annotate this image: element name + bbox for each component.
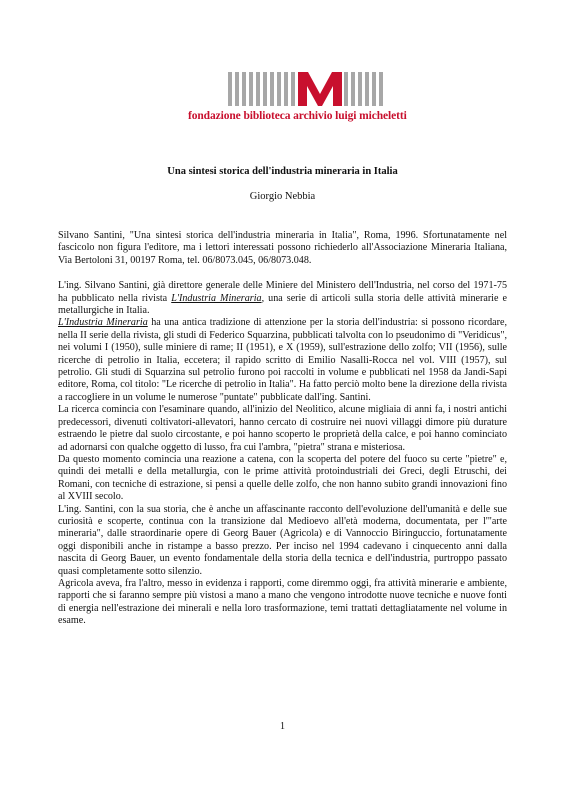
logo-text: fondazione biblioteca archivio luigi micheletti xyxy=(188,110,407,122)
paragraph-2 xyxy=(58,317,507,404)
paragraph-3: La ricerca comincia con l'esaminare quando, all'inizio del Neolitico, alcune migliaia di anni fa, i nostri antichi predecessori, divenuti coltivatori-allevatori, hanno cercato di costruire nei nuovi villaggi dimore più durature estraendo le pietre dal suolo circostante, e poi hanno scoperto le proprietà della calce, e poi hanno cominciato ad adornarsi con qualche oggetto di lusso, fra cui l'ambra, "pietra" strana e misteriosa. xyxy=(58,404,507,453)
paragraph-4: Da questo momento comincia una reazione a catena, con la scoperta del potere del fuoco su certe "pietre" e, quindi dei metalli e della metallurgia, con le prime attività protoindustriali dei Greci, degli Etruschi, dei Romani, con tecniche di estrazione, si pensi a quelle delle zolfo, che non hanno subito grandi innovazioni fino al XVIII secolo. xyxy=(58,453,507,503)
paragraph-1-start: L'ing. Silvano Santini, già direttore generale delle Miniere del Ministero dell'Industria, nel corso del 1971-75 ha pubblicato nella rivista xyxy=(58,280,507,304)
paragraph-1 xyxy=(58,280,507,317)
paragraph-6: Agricola aveva, fra l'altro, messo in evidenza i rapporti, come diremmo oggi, fra attività minerarie e ambiente, rapporti che si faranno sempre più vistosi a mano a mano che vengono introdotte nuove tecniche e nuove fonti di energia nell'estrazione dei minerali e nella loro trasformazione, temi trattati dettagliatamente nel volume in esame. xyxy=(58,577,507,627)
journal-title-link: L'Industria Mineraria xyxy=(171,292,262,304)
paragraph-1-end: , una serie di articoli sulla storia delle attività minerarie e metallurgiche in Italia. xyxy=(58,292,508,317)
logo-m-letter xyxy=(298,72,342,106)
page-number: 1 xyxy=(280,721,285,732)
paragraph-2-text: ha una antica tradizione di attenzione per la storia dell'industria: si possono ricordare, nella II serie della rivista, gli studi di Federico Squarzina, pubblicati talvolta con lo pseudonimo di "Veridicus", nei volumi I (1950), sulle miniere di rame; II (1951), e X (1959), sull'estrazione dello zolfo; VII (1956), sulle ricerche di petrolio in Italia, eccetera; il rapido scritto di Emilio Nasalli-Rocca nel vol. VIII (1957), sul petrolio. Gli studi di Squarzina sul petrolio furono poi raccolti in volume e pubblicati nel 1958 da Jandi-Sapi editore, Roma, col titolo: "Le ricerche di petrolio in Italia". Ha fatto perciò molto bene la direzione della rivista a raccogliere in un volume le numerose "puntate" pubblicate dall'ing. Santini. xyxy=(58,317,507,403)
paragraph-5: L'ing. Santini, con la sua storia, che è anche un affascinante racconto dell'evoluzione dell'umanità e delle sue curiosità e scoperte, continua con la transizione dal Medioevo all'età moderna, documentata, per l'"arte mineraria", dalle straordinarie opere di Georg Bauer (Agricola) e di Vannoccio Biringuccio, fortunatamente oggi disponibili anche in ristampe a basso prezzo. Per inciso nel 1994 cadevano i cinquecento anni dalla nascita di Georg Bauer, un evento fondamentale della storia della tecnica e dell'industria, purtroppo passato quasi completamente sotto silenzio. xyxy=(58,503,507,577)
journal-title-link-2: L'Industria Mineraria xyxy=(58,317,148,329)
document-body xyxy=(58,230,507,628)
document-title: Una sintesi storica dell'industria mineraria in Italia xyxy=(167,166,398,177)
document-author: Giorgio Nebbia xyxy=(249,191,316,202)
citation-paragraph: Silvano Santini, "Una sintesi storica dell'industria mineraria in Italia", Roma, 1996. Sfortunatamente nel fascicolo non figura l'editore, ma i lettori interessati possono richiederlo all'Associazione Mineraria Italiana, Via Bertoloni 31, 00197 Roma, tel. 06/8073.045, 06/8073.048. xyxy=(58,230,507,266)
